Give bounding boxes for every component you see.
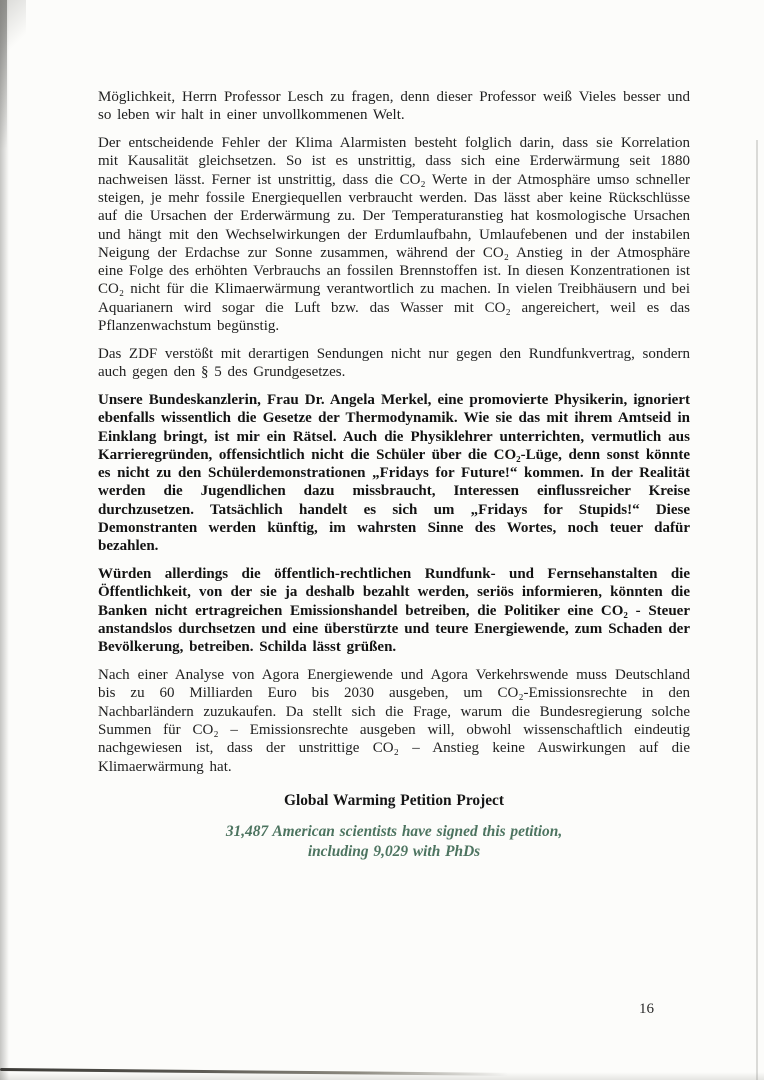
scan-bottom-shadow-artifact	[0, 1072, 764, 1080]
paragraph-zdf: Das ZDF verstößt mit derartigen Sendungen nicht nur gegen den Rundfunkvertrag, sondern auch gegen den § 5 des Grundgesetzes.	[98, 345, 690, 381]
paragraph-agora: Nach einer Analyse von Agora Energiewende und Agora Verkehrswende muss Deutschland bis zu 60 Milliarden Euro bis 2030 ausgeben, um CO₂-Emissionsrechte in den Nachbarländern zuzukaufen. Da stellt sich die Frage, warum die Bundesregierung solche Summen für CO₂ – Emissionsrechte ausgeben will, obwohl wissenschaftlich eindeutig nachgewiesen ist, dass der unstrittige CO₂ – Anstieg keine Auswirkungen auf die Klimaerwärmung hat.	[98, 667, 690, 775]
scan-corner-smudge-artifact	[0, 0, 26, 60]
petition-line-2: including 9,029 with PhDs	[307, 843, 481, 861]
paragraph-klima-alarmisten: Der entscheidende Fehler der Klima Alarmisten besteht folglich darin, dass sie Korrelation mit Kausalität gleichsetzen. So ist es unstrittig, dass sich eine Erderwärmung seit 1880 nachweisen lässt. Ferner ist unstrittig, dass die CO₂ Werte in der Atmosphäre umso schneller steigen, je mehr fossile Energiequellen verbraucht werden. Das lässt aber keine Rückschlüsse auf die Ursachen der Erderwärmung zu. Der Temperaturanstieg hat kosmologische Ursachen und hängt mit den Wechselwirkungen der Erdumlaufbahn, Umlaufebenen und der instabilen Neigung der Erdachse zur Sonne zusammen, während der CO₂ Anstieg in der Atmosphäre eine Folge des erhöhten Verbrauchs an fossilen Brennstoffen ist. In diesen Konzentrationen ist CO₂ nicht für die Klimaerwärmung verantwortlich zu machen. In vielen Treibhäusern und bei Aquarianern wird sogar die Luft bzw. das Wasser mit CO₂ angereichert, weil es das Pflanzenwachstum begünstig.	[98, 135, 690, 335]
petition-heading: Global Warming Petition Project	[283, 791, 504, 809]
paragraph-merkel-bold: Unsere Bundeskanzlerin, Frau Dr. Angela Merkel, eine promovierte Physikerin, ignoriert ebenfalls wissentlich die Gesetze der Thermodynamik. Wie sie das mit ihrem Amtseid in Einklang bringt, ist mir ein Rätsel. Auch die Physiklehrer unterrichten, vermutlich aus Karrieregründen, offensichtlich nicht die Schüler über die CO₂-Lüge, denn sonst könnte es nicht zu den Schülerdemonstrationen „Fridays for Future!“ kommen. In der Realität werden die Jugendlichen dazu missbraucht, Interessen einflussreicher Kreise durchzusetzen. Tatsächlich handelt es sich um „Fridays for Stupids!“ Diese Demonstranten werden künftig, im wahrsten Sinne des Wortes, noch teuer dafür bezahlen.	[98, 391, 690, 555]
document-body	[98, 88, 690, 862]
petition-statement	[98, 822, 690, 862]
scan-edge-left-artifact	[0, 0, 9, 1080]
scan-edge-right-artifact	[756, 140, 758, 1080]
paragraph-rundfunk-bold: Würden allerdings die öffentlich-rechtlichen Rundfunk- und Fernsehanstalten die Öffentlichkeit, von der sie ja deshalb bezahlt werden, seriös informieren, könnten die Banken nicht ertragreichen Emissionshandel betreiben, die Politiker eine CO₂ - Steuer anstandslos durchsetzen und eine überstürzte und teure Energiewende, zum Schaden der Bevölkerung, betreiben. Schilda lässt grüßen.	[98, 566, 690, 656]
page-number: 16	[639, 1001, 654, 1017]
petition-line-1: 31,487 American scientists have signed this petition,	[225, 823, 563, 841]
paragraph-intro: Möglichkeit, Herrn Professor Lesch zu fragen, denn dieser Professor weiß Vieles besser und so leben wir halt in einer unvollkommenen Welt.	[98, 89, 690, 124]
